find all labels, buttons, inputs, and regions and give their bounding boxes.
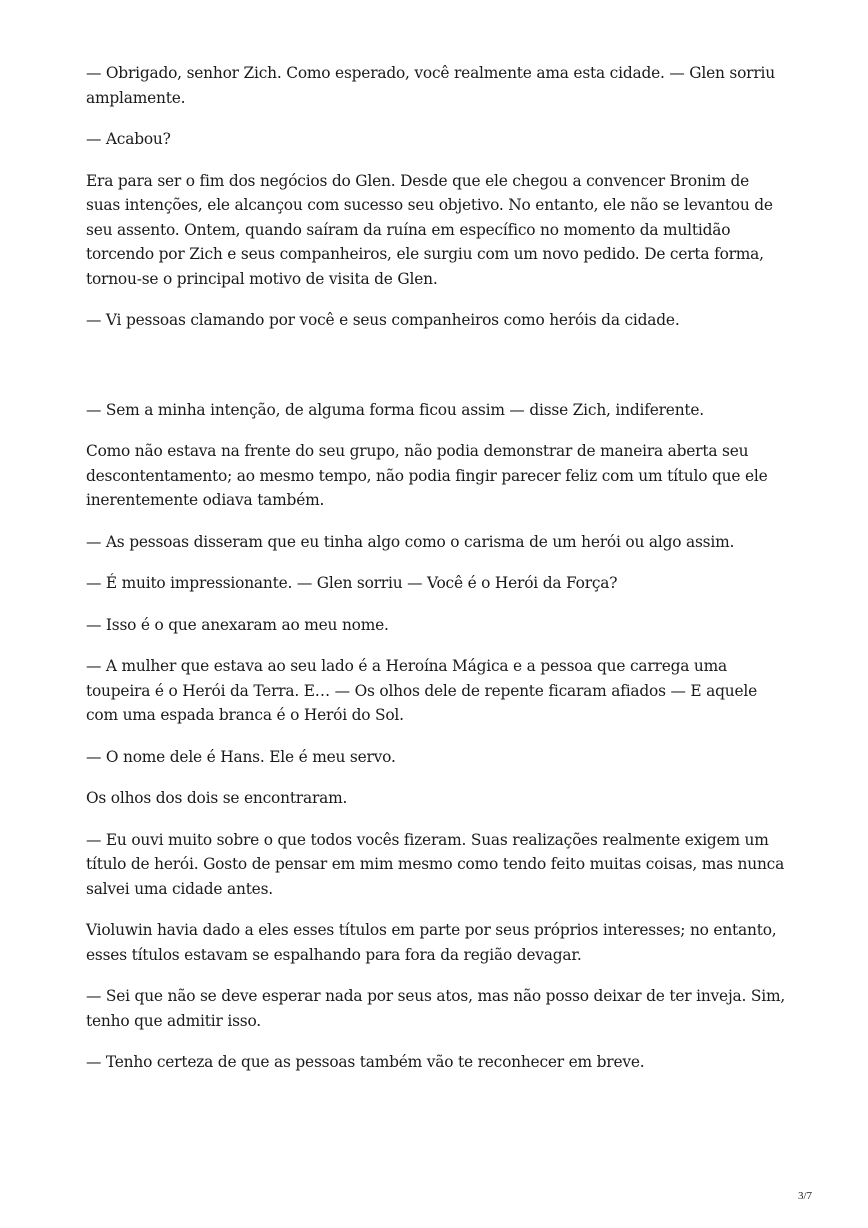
paragraph: — Eu ouvi muito sobre o que todos vocês fizeram. Suas realizações realmente exigem um título de herói. Gosto de pensar em mim mesmo como tendo feito muitas coisas, mas nunca salvei uma cidade antes.	[86, 830, 785, 898]
paragraph: — A mulher que estava ao seu lado é a Heroína Mágica e a pessoa que carrega uma toupeira é o Herói da Terra. E… — Os olhos dele de repente ficaram afiados — E aquele com uma espada branca é o Herói do Sol.	[86, 657, 757, 724]
paragraph: — Acabou?	[86, 130, 171, 148]
paragraph: — As pessoas disseram que eu tinha algo como o carisma de um herói ou algo assim.	[86, 532, 735, 551]
paragraph: — O nome dele é Hans. Ele é meu servo.	[86, 747, 396, 766]
paragraph: — Sem a minha intenção, de alguma forma ficou assim — disse Zich, indiferente.	[86, 400, 704, 419]
blank-gap	[86, 350, 786, 398]
page-number: 3/7	[797, 1190, 812, 1202]
paragraph: — Isso é o que anexaram ao meu nome.	[86, 615, 389, 634]
paragraph: — Sei que não se deve esperar nada por seus atos, mas não posso deixar de ter inveja. Sim, tenho que admitir isso.	[86, 987, 786, 1030]
paragraph: Violuwin havia dado a eles esses títulos em parte por seus próprios interesses; no entanto, esses títulos estavam se espalhando para fora da região devagar.	[86, 921, 777, 964]
paragraph: Os olhos dos dois se encontraram.	[86, 789, 348, 807]
document-body	[86, 61, 786, 1092]
paragraph: — Tenho certeza de que as pessoas também vão te reconhecer em breve.	[86, 1053, 645, 1071]
paragraph: — Vi pessoas clamando por você e seus companheiros como heróis da cidade.	[86, 311, 680, 329]
paragraph: — Obrigado, senhor Zich. Como esperado, você realmente ama esta cidade. — Glen sorriu amplamente.	[86, 64, 775, 107]
paragraph: — É muito impressionante. — Glen sorriu — Você é o Herói da Força?	[86, 574, 618, 592]
paragraph: Como não estava na frente do seu grupo, não podia demonstrar de maneira aberta seu descontentamento; ao mesmo tempo, não podia fingir parecer feliz com um título que ele inerentemente odiava também.	[86, 442, 768, 509]
paragraph: Era para ser o fim dos negócios do Glen. Desde que ele chegou a convencer Bronim de suas intenções, ele alcançou com sucesso seu objetivo. No entanto, ele não se levantou de seu assento. Ontem, quando saíram da ruína em específico no momento da multidão torcendo por Zich e seus companheiros, ele surgiu com um novo pedido. De certa forma, tornou-se o principal motivo de visita de Glen.	[86, 171, 773, 288]
